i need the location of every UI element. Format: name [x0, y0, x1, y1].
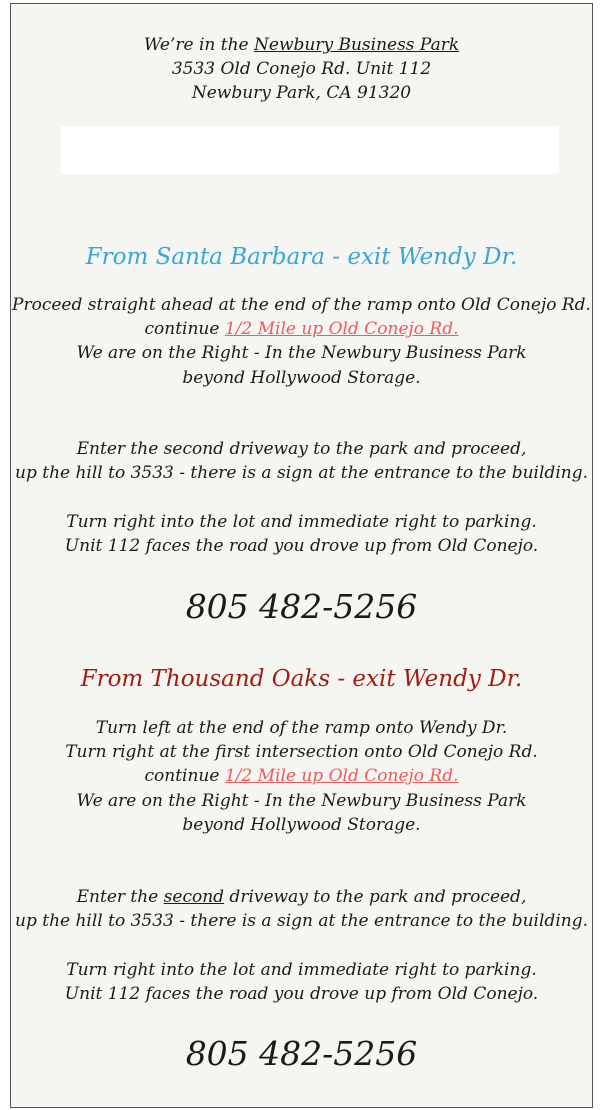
sb-old-conejo-link[interactable]: 1/2 Mile up Old Conejo Rd. [224, 319, 459, 340]
sb-driveway-instructions [11, 437, 592, 485]
thousand-oaks-heading: From Thousand Oaks - exit Wendy Dr. [80, 666, 523, 692]
to-driveway-instructions [11, 885, 592, 933]
to-drive-second: second [163, 887, 225, 907]
to-drive-1 [11, 885, 592, 909]
newbury-business-park-link[interactable]: Newbury Business Park [254, 35, 460, 55]
to-line-4: We are on the Right - In the Newbury Business Park [76, 790, 527, 811]
to-turn-2: Unit 112 faces the road you drove up from Old Conejo. [64, 984, 539, 1005]
sb-parking-instructions [11, 510, 592, 558]
to-drive-2: up the hill to 3533 - there is a sign at the entrance to the building. [15, 911, 588, 932]
sb-phone-number: 805 482-5256 [185, 587, 418, 626]
map-placeholder [61, 126, 559, 174]
address-street: 3533 Old Conejo Rd. Unit 112 [171, 59, 432, 79]
sb-line-2 [11, 317, 592, 341]
sb-drive-2: up the hill to 3533 - there is a sign at the entrance to the building. [15, 463, 588, 484]
address-city: Newbury Park, CA 91320 [191, 83, 412, 103]
address-intro-line [11, 33, 592, 57]
sb-continue: continue [144, 319, 225, 340]
sb-turn-1: Turn right into the lot and immediate right to parking. [66, 512, 537, 532]
to-continue: continue [144, 766, 225, 787]
directions-panel [10, 3, 593, 1108]
to-old-conejo-link[interactable]: 1/2 Mile up Old Conejo Rd. [224, 766, 459, 787]
santa-barbara-directions [11, 293, 592, 390]
address-intro: We’re in the [143, 35, 255, 55]
sb-drive-1: Enter the second driveway to the park and proceed, [76, 439, 527, 459]
sb-turn-2: Unit 112 faces the road you drove up from Old Conejo. [64, 536, 539, 557]
santa-barbara-heading: From Santa Barbara - exit Wendy Dr. [85, 244, 518, 270]
address-block [11, 33, 592, 105]
to-drive-post: driveway to the park and proceed, [224, 887, 527, 907]
sb-line-4: beyond Hollywood Storage. [182, 367, 421, 388]
sb-line-3: We are on the Right - In the Newbury Business Park [76, 343, 527, 364]
to-line-1: Turn left at the end of the ramp onto Wendy Dr. [95, 718, 508, 738]
sb-line-1: Proceed straight ahead at the end of the ramp onto Old Conejo Rd. [12, 295, 591, 315]
to-line-5: beyond Hollywood Storage. [182, 814, 421, 835]
thousand-oaks-directions [11, 716, 592, 837]
to-parking-instructions [11, 958, 592, 1006]
to-line-2: Turn right at the first intersection onto Old Conejo Rd. [65, 742, 538, 763]
to-drive-pre: Enter the [76, 887, 164, 907]
to-line-3 [11, 764, 592, 788]
to-turn-1: Turn right into the lot and immediate right to parking. [66, 960, 537, 980]
to-phone-number: 805 482-5256 [185, 1034, 418, 1073]
